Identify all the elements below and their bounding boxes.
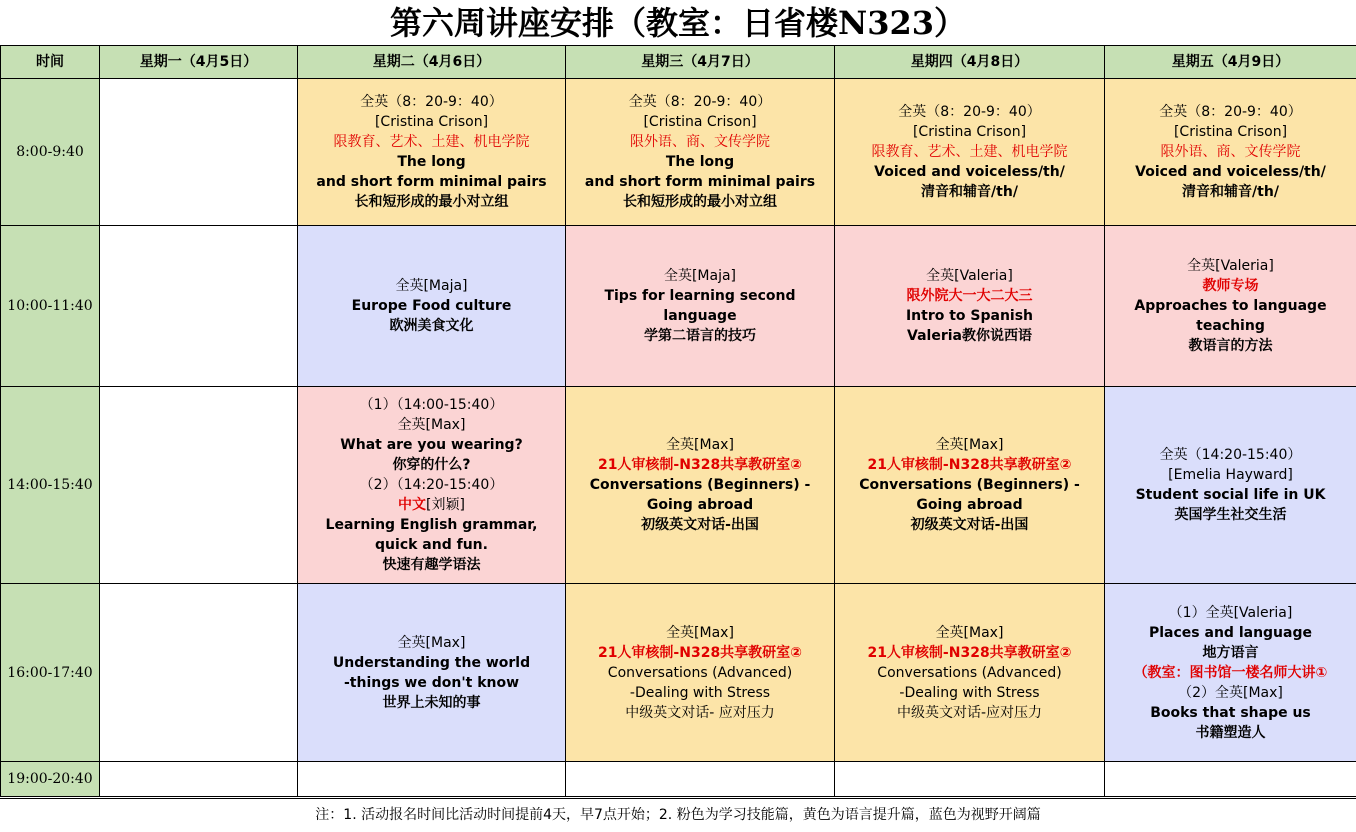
cell-line: [Emelia Hayward] [1105,465,1356,485]
time-slot: 14:00-15:40 [1,387,100,584]
header-tuesday: 星期二（4月6日） [298,46,566,79]
cell-line: 教语言的方法 [1105,336,1356,356]
cell-line: 21人审核制-N328共享教研室② [835,643,1104,663]
cell-line: -things we don't know [298,673,565,693]
table-row [1,226,1356,387]
footer-note: 注：1. 活动报名时间比活动时间提前4天，早7点开始；2. 粉色为学习技能篇，黄色为语言提升篇，蓝色为视野开阔篇 [0,798,1356,832]
cell-line: 英国学生社交生活 [1105,505,1356,525]
cell-wed-slot4 [566,584,835,762]
cell-wed-slot5 [566,762,835,797]
header-thursday: 星期四（4月8日） [835,46,1105,79]
cell-line: 书籍塑造人 [1105,723,1356,743]
cell-line: Books that shape us [1105,703,1356,723]
cell-fri-slot2 [1105,226,1356,387]
cell-line: 全英（8：20-9：40） [566,92,834,112]
cell-line: 全英（14:20-15:40） [1105,445,1356,465]
cell-line: 限外院大一大二大三 [835,286,1104,306]
cell-line-part: 中文 [398,497,426,513]
cell-line: 21人审核制-N328共享教研室② [566,643,834,663]
cell-line: 中级英文对话-应对压力 [835,703,1104,723]
cell-tue-slot2 [298,226,566,387]
cell-line: teaching [1105,316,1356,336]
cell-line: Voiced and voiceless/th/ [1105,162,1356,182]
cell-line: 欧洲美食文化 [298,316,565,336]
cell-line: 清音和辅音/th/ [835,182,1104,202]
cell-line: Understanding the world [298,653,565,673]
cell-line: Conversations (Beginners) - [566,475,834,495]
header-time: 时间 [1,46,100,79]
cell-line: Valeria教你说西语 [835,326,1104,346]
cell-line: quick and fun. [298,535,565,555]
cell-line: [Cristina Crison] [566,112,834,132]
cell-tue-slot3 [298,387,566,584]
cell-line: （教室：图书馆一楼名师大讲① [1105,663,1356,683]
cell-fri-slot5 [1105,762,1356,797]
cell-line: Going abroad [566,495,834,515]
cell-line: 21人审核制-N328共享教研室② [566,455,834,475]
cell-line: Places and language [1105,623,1356,643]
cell-fri-slot3 [1105,387,1356,584]
time-slot: 19:00-20:40 [1,762,100,797]
cell-line: 世界上未知的事 [298,693,565,713]
time-slot: 10:00-11:40 [1,226,100,387]
cell-line: 全英[Max] [566,435,834,455]
cell-thu-slot3 [835,387,1105,584]
cell-line: 全英[Max] [566,623,834,643]
cell-line: （1）（14:00-15:40） [298,395,565,415]
cell-fri-slot4 [1105,584,1356,762]
cell-thu-slot2 [835,226,1105,387]
header-monday: 星期一（4月5日） [100,46,298,79]
cell-tue-slot1 [298,79,566,226]
cell-tue-slot5 [298,762,566,797]
cell-line: Europe Food culture [298,296,565,316]
cell-line: 你穿的什么? [298,455,565,475]
cell-wed-slot3 [566,387,835,584]
cell-line: Approaches to language [1105,296,1356,316]
cell-line: Voiced and voiceless/th/ [835,162,1104,182]
cell-line: Learning English grammar, [298,515,565,535]
cell-mon-slot4 [100,584,298,762]
cell-line: Conversations (Advanced) [566,663,834,683]
cell-line: 限教育、艺术、土建、机电学院 [835,142,1104,162]
cell-line: and short form minimal pairs [298,172,565,192]
cell-mon-slot3 [100,387,298,584]
cell-line: Conversations (Beginners) - [835,475,1104,495]
cell-wed-slot2 [566,226,835,387]
header-wednesday: 星期三（4月7日） [566,46,835,79]
cell-line: 学第二语言的技巧 [566,326,834,346]
cell-fri-slot1 [1105,79,1356,226]
cell-line: 地方语言 [1105,643,1356,663]
cell-line: 初级英文对话-出国 [566,515,834,535]
table-row [1,387,1356,584]
cell-line: 全英[Valeria] [835,266,1104,286]
cell-thu-slot5 [835,762,1105,797]
cell-line: [Cristina Crison] [298,112,565,132]
cell-line: What are you wearing? [298,435,565,455]
cell-line: -Dealing with Stress [566,683,834,703]
cell-line: 长和短形成的最小对立组 [566,192,834,212]
cell-line: 全英（8：20-9：40） [298,92,565,112]
cell-line: 全英（8：20-9：40） [835,102,1104,122]
cell-line: 初级英文对话-出国 [835,515,1104,535]
cell-line: （1）全英[Valeria] [1105,603,1356,623]
cell-line: Going abroad [835,495,1104,515]
cell-line: 全英（8：20-9：40） [1105,102,1356,122]
cell-thu-slot1 [835,79,1105,226]
time-slot: 16:00-17:40 [1,584,100,762]
header-row [1,46,1356,79]
cell-line: 全英[Max] [835,435,1104,455]
cell-thu-slot4 [835,584,1105,762]
cell-wed-slot1 [566,79,835,226]
cell-line: 限教育、艺术、土建、机电学院 [298,132,565,152]
cell-line: （2）全英[Max] [1105,683,1356,703]
cell-mon-slot2 [100,226,298,387]
cell-line: 中级英文对话- 应对压力 [566,703,834,723]
cell-line-part: [刘颖] [426,497,465,513]
cell-line: Intro to Spanish [835,306,1104,326]
cell-line: 全英[Valeria] [1105,256,1356,276]
cell-line: 全英[Max] [835,623,1104,643]
cell-line: [Cristina Crison] [1105,122,1356,142]
table-row [1,762,1356,797]
table-row [1,79,1356,226]
cell-line: 21人审核制-N328共享教研室② [835,455,1104,475]
cell-mon-slot5 [100,762,298,797]
cell-line: 限外语、商、文传学院 [1105,142,1356,162]
cell-mon-slot1 [100,79,298,226]
cell-line: Conversations (Advanced) [835,663,1104,683]
cell-line: 全英[Max] [298,633,565,653]
cell-line [298,495,565,515]
cell-line: [Cristina Crison] [835,122,1104,142]
cell-line: Student social life in UK [1105,485,1356,505]
cell-line: 全英[Maja] [298,276,565,296]
cell-line: 教师专场 [1105,276,1356,296]
header-friday: 星期五（4月9日） [1105,46,1356,79]
cell-line: The long [566,152,834,172]
cell-line: 全英[Maja] [566,266,834,286]
cell-line: 限外语、商、文传学院 [566,132,834,152]
schedule-table [0,45,1356,797]
table-row [1,584,1356,762]
cell-line: Tips for learning second [566,286,834,306]
cell-line: 快速有趣学语法 [298,555,565,575]
cell-line: 长和短形成的最小对立组 [298,192,565,212]
cell-line: The long [298,152,565,172]
cell-line: -Dealing with Stress [835,683,1104,703]
cell-line: 全英[Max] [298,415,565,435]
cell-line: language [566,306,834,326]
page-title: 第六周讲座安排（教室：日省楼N323） [0,0,1356,46]
cell-line: （2）（14:20-15:40） [298,475,565,495]
cell-line: 清音和辅音/th/ [1105,182,1356,202]
cell-line: and short form minimal pairs [566,172,834,192]
cell-tue-slot4 [298,584,566,762]
time-slot: 8:00-9:40 [1,79,100,226]
